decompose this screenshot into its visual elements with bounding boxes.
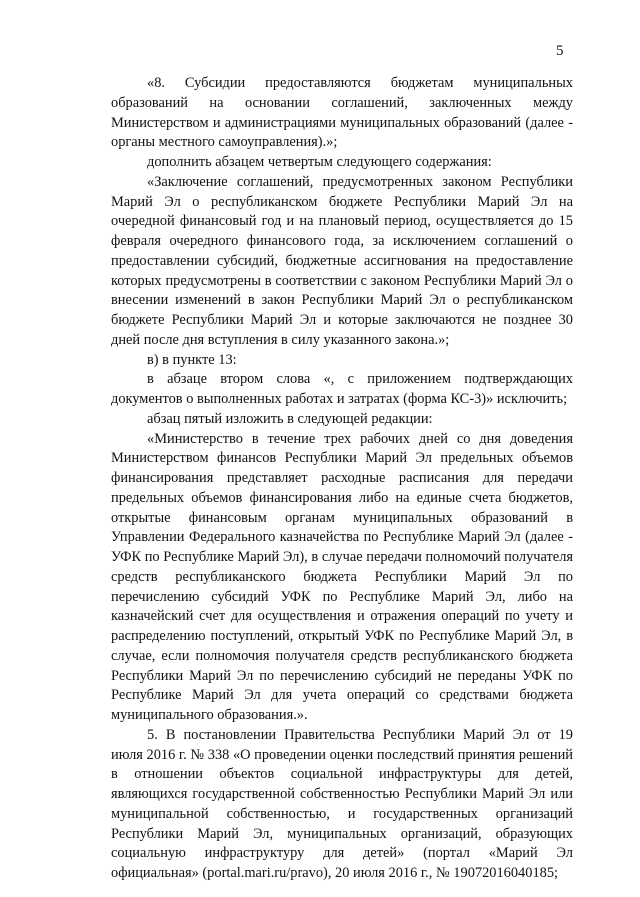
- paragraph-item-5: 5. В постановлении Правительства Республики Марий Эл от 19 июля 2016 г. № 338 «О проведении оценки последствий принятия решений в отношении объектов социальной инфраструктуры для детей, являющихся государственной собственностью Республики Марий Эл или муниципальной собственностью, и государственных организаций Республики Марий Эл, муниципальных организаций, образующих социальную инфраструктуру для детей» (портал «Марий Эл официальная» (portal.mari.ru/pravo), 20 июля 2016 г., № 19072016040185;: [111, 726, 573, 881]
- paragraph-agreements-clause: «Заключение соглашений, предусмотренных законом Республики Марий Эл о республиканском бюджете Республики Марий Эл на очередной финансовый год и на плановый период, осуществляется до 15 февраля очередного финансового года, за исключением соглашений о предоставлении субсидий, бюджетные ассигнования на предоставление которых предусмотрены в соответствии с законом Республики Марий Эл о внесении изменений в закон Республики Марий Эл о республиканском бюджете Республики Марий Эл и которые заключаются не позднее 30 дней после дня вступления в силу указанного закона.»;: [111, 173, 573, 348]
- paragraph-add-fourth-indent: дополнить абзацем четвертым следующего содержания:: [147, 154, 492, 170]
- paragraph-ministry-clause: «Министерство в течение трех рабочих дней со дня доведения Министерством финансов Республики Марий Эл предельных объемов финансирования представляет расходные расписания для передачи предельных объемов финансирования либо на единые счета бюджетов, открытые финансовым органам муниципальных образований в Управлении Федерального казначейства по Республике Марий Эл (далее - УФК по Республике Марий Эл), в случае передачи полномочий получателя средств республиканского бюджета Республики Марий Эл по перечислению субсидий УФК по Республике Марий Эл, либо на казначейский счет для осуществления и отражения операций по учету и распределению поступлений, открытый УФК по Республике Марий Эл, в случае, если полномочия получателя средств республиканского бюджета Республики Марий Эл по перечислению субсидий не переданы УФК по Республике Марий Эл для учета операций со средствами бюджета муниципального образования.».: [111, 430, 573, 723]
- document-body: [111, 74, 573, 884]
- paragraph-subsidies-clause: «8. Субсидии предоставляются бюджетам муниципальных образований на основании соглашений, заключенных между Министерством и администрациями муниципальных образований (далее - органы местного самоуправления).»;: [111, 75, 573, 151]
- paragraph-item-13: в) в пункте 13:: [147, 351, 237, 368]
- page-number: 5: [556, 43, 564, 59]
- paragraph-second-indent-change: в абзаце втором слова «, с приложением подтверждающих документов о выполненных работах и затратах (форма КС-3)» исключить;: [111, 371, 573, 407]
- paragraph-fifth-indent-intro: абзац пятый изложить в следующей редакции:: [147, 410, 433, 427]
